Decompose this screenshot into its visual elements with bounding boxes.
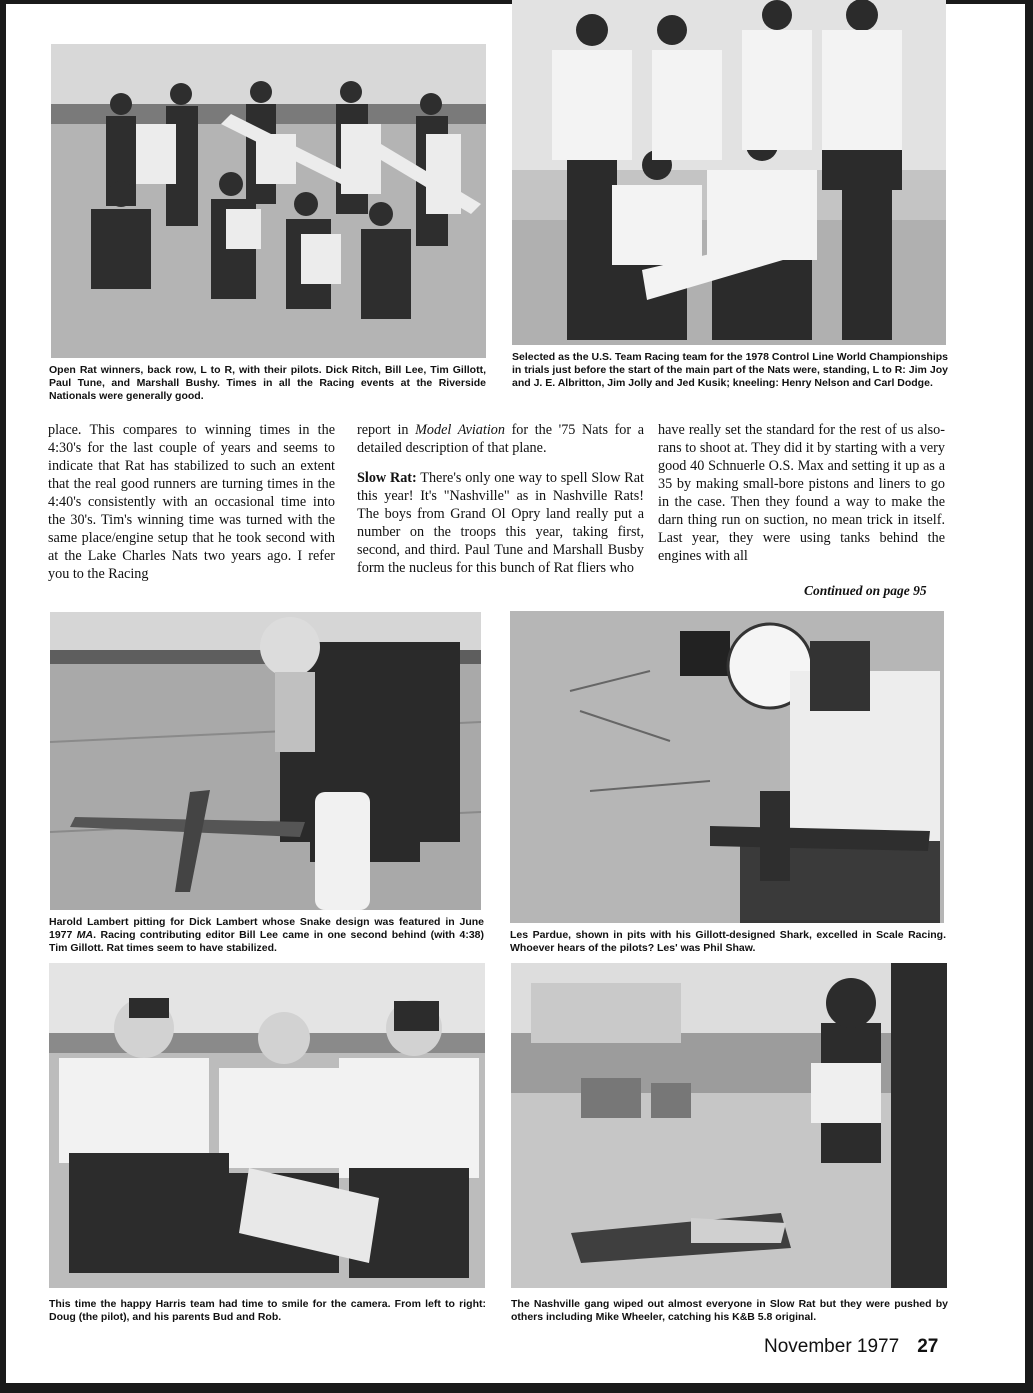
caption-open-rat: Open Rat winners, back row, L to R, with their pilots. Dick Ritch, Bill Lee, Tim Gillott, Paul Tune, and Marshall Bushy. Times in all the Racing events at the Riverside Nationals were generally good. <box>49 364 486 402</box>
photo-les-pardue <box>510 611 944 923</box>
caption-team-racing: Selected as the U.S. Team Racing team for the 1978 Control Line World Championships in trials just before the start of the main part of the Nats were, standing, L to R: Jim Joy and J. E. Albritton, Jim Jolly and Jed Kusik; kneeling: Henry Nelson and Carl Dodge. <box>512 351 948 389</box>
caption-harold-lambert-part1: Harold Lambert pitting for Dick Lambert whose Snake design was featured in June 1977 <box>49 916 484 941</box>
continued-on-page: Continued on page 95 <box>804 583 927 598</box>
caption-harold-lambert-part2: . Racing contributing editor Bill Lee came in one second behind (with 4:38) Tim Gillott. Rat times seem to have stabilized. <box>49 929 485 954</box>
page-number: 27 <box>917 1336 939 1357</box>
article-col2-heading: Slow Rat: <box>357 470 417 486</box>
article-column-2 <box>357 421 644 601</box>
article-col2-rest: for the '75 Nats for a detailed description of that plane. <box>357 422 644 456</box>
caption-harold-lambert <box>49 916 484 955</box>
photo-harold-lambert <box>50 612 481 910</box>
article-column-3 <box>658 421 945 583</box>
caption-nashville-gang: The Nashville gang wiped out almost everyone in Slow Rat but they were pushed by others including Mike Wheeler, catching his K&B 5.8 original. <box>511 1298 948 1323</box>
caption-harris-team: This time the happy Harris team had time to smile for the camera. From left to right: Doug (the pilot), and his parents Bud and Rob. <box>49 1298 486 1323</box>
caption-les-pardue: Les Pardue, shown in pits with his Gillott-designed Shark, excelled in Scale Racing. Whoever hears of the pilots? Les' was Phil Shaw. <box>510 929 946 954</box>
folio-month: November 1977 <box>764 1336 900 1357</box>
page-folio <box>764 1336 938 1358</box>
article-col1-text: place. This compares to winning times in the 4:30's for the last couple of years and seems to indicate that Rat has stabilized to such an extent that the real good runners are turning times in the 4:40's consistently with an occasional time into the 30's. Tim's winning time was turned with the same place/engine setup that he took second with at the Lake Charles Nats two years ago. I refer you to the Racing <box>48 422 335 582</box>
article-col2-para1 <box>357 421 644 457</box>
article-col3-text: have really set the standard for the rest of us also-rans to shoot at. They did it by starting with a very good 40 Schnuerle O.S. Max and setting it up as a 35 by making small-bore pistons and liners to go in the case. Then they found a way to make the darn thing run on suction, no mean trick in itself. Last year, they were using tanks behind the engines with all <box>658 422 945 564</box>
article-col2-lead: report in <box>357 422 416 438</box>
photo-nashville-gang <box>511 963 947 1288</box>
article-col2-para2 <box>357 469 644 577</box>
article-column-1 <box>48 421 335 601</box>
photo-us-team-racing <box>512 0 946 345</box>
photo-open-rat-winners <box>51 44 486 358</box>
article-col2-body: There's only one way to spell Slow Rat this year! It's "Nashville" as in Nashville Rats! The boys from Grand Ol Opry land really put a number on the troops this year, taking first, second, and third. Paul Tune and Marshall Busby form the nucleus for this bunch of Rat fliers who <box>357 470 644 576</box>
caption-harold-lambert-ma: MA <box>76 929 94 941</box>
article-col2-magazine: Model Aviation <box>415 422 505 438</box>
photo-harris-team <box>49 963 485 1288</box>
